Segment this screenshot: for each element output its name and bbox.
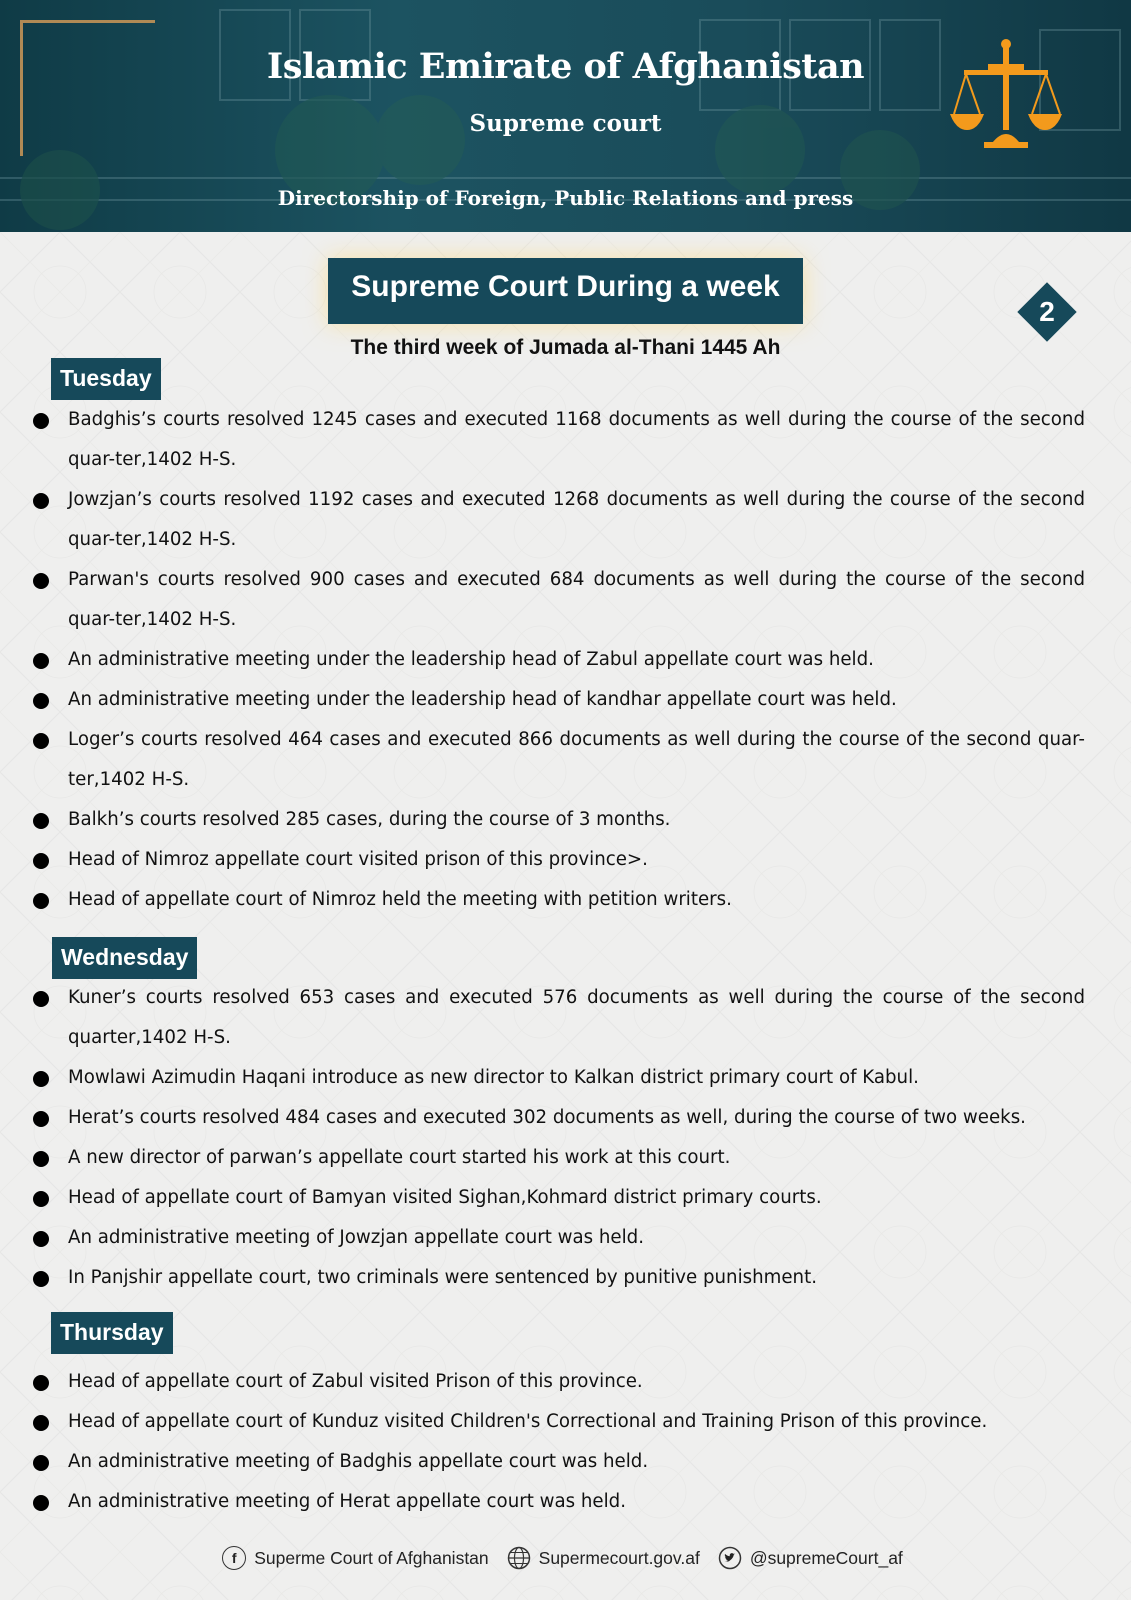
- list-item: An administrative meeting of Badghis appellate court was held.: [0, 1442, 1131, 1482]
- list-item: Loger’s courts resolved 464 cases and executed 866 documents as well during the course of the second quar-ter,1402 H-S.: [0, 720, 1131, 800]
- twitter-icon: [718, 1546, 742, 1570]
- header-subtitle: Supreme court: [469, 110, 662, 137]
- list-item: An administrative meeting of Herat appellate court was held.: [0, 1482, 1131, 1522]
- list-item: A new director of parwan’s appellate court started his work at this court.: [0, 1138, 1131, 1178]
- thursday-list: [0, 1362, 1131, 1522]
- list-item: Head of appellate court of Nimroz held the meeting with petition writers.: [0, 880, 1131, 920]
- footer-facebook[interactable]: [222, 1546, 488, 1570]
- list-item: An administrative meeting under the leadership head of Zabul appellate court was held.: [0, 640, 1131, 680]
- day-label-tuesday: Tuesday: [51, 358, 161, 400]
- scales-of-justice-icon: [950, 38, 1062, 150]
- day-label-thursday: Thursday: [51, 1312, 173, 1354]
- list-item: In Panjshir appellate court, two criminals were sentenced by punitive punishment.: [0, 1258, 1131, 1298]
- header-directorship: Directorship of Foreign, Public Relations and press: [277, 186, 854, 210]
- footer-website[interactable]: [507, 1546, 700, 1570]
- tuesday-list: [0, 400, 1131, 920]
- page-number: 2: [1039, 296, 1055, 327]
- week-subtitle: The third week of Jumada al-Thani 1445 Ah: [350, 336, 781, 359]
- footer-twitter[interactable]: [718, 1546, 903, 1570]
- list-item: Head of appellate court of Kunduz visited Children's Correctional and Training Prison of this province.: [0, 1402, 1131, 1442]
- list-item: Kuner’s courts resolved 653 cases and executed 576 documents as well during the course of the second quarter,1402 H-S.: [0, 978, 1131, 1058]
- list-item: Balkh’s courts resolved 285 cases, during the course of 3 months.: [0, 800, 1131, 840]
- globe-icon: [507, 1546, 531, 1570]
- day-label-wednesday: Wednesday: [52, 937, 197, 979]
- twitter-text: @supremeCourt_af: [749, 1547, 903, 1568]
- wednesday-list: [0, 978, 1131, 1298]
- frame-corner-top: [20, 20, 155, 23]
- header-title: Islamic Emirate of Afghanistan: [266, 46, 865, 87]
- list-item: Herat’s courts resolved 484 cases and executed 302 documents as well, during the course of two weeks.: [0, 1098, 1131, 1138]
- list-item: An administrative meeting under the leadership head of kandhar appellate court was held.: [0, 680, 1131, 720]
- facebook-icon: f: [222, 1546, 246, 1570]
- header-banner: [0, 0, 1131, 232]
- list-item: Head of appellate court of Zabul visited Prison of this province.: [0, 1362, 1131, 1402]
- list-item: Parwan's courts resolved 900 cases and executed 684 documents as well during the course of the second quar-ter,1402 H-S.: [0, 560, 1131, 640]
- page-title: Supreme Court During a week: [328, 258, 803, 324]
- list-item: Mowlawi Azimudin Haqani introduce as new director to Kalkan district primary court of Kabul.: [0, 1058, 1131, 1098]
- list-item: Jowzjan’s courts resolved 1192 cases and executed 1268 documents as well during the course of the second quar-ter,1402 H-S.: [0, 480, 1131, 560]
- page-number-badge: [1018, 283, 1076, 341]
- list-item: Head of Nimroz appellate court visited prison of this province>.: [0, 840, 1131, 880]
- website-text: Supermecourt.gov.af: [538, 1547, 700, 1568]
- footer: [0, 1540, 1131, 1576]
- list-item: Head of appellate court of Bamyan visited Sighan,Kohmard district primary courts.: [0, 1178, 1131, 1218]
- list-item: Badghis’s courts resolved 1245 cases and executed 1168 documents as well during the course of the second quar-ter,1402 H-S.: [0, 400, 1131, 480]
- list-item: An administrative meeting of Jowzjan appellate court was held.: [0, 1218, 1131, 1258]
- facebook-text: Superme Court of Afghanistan: [254, 1547, 489, 1568]
